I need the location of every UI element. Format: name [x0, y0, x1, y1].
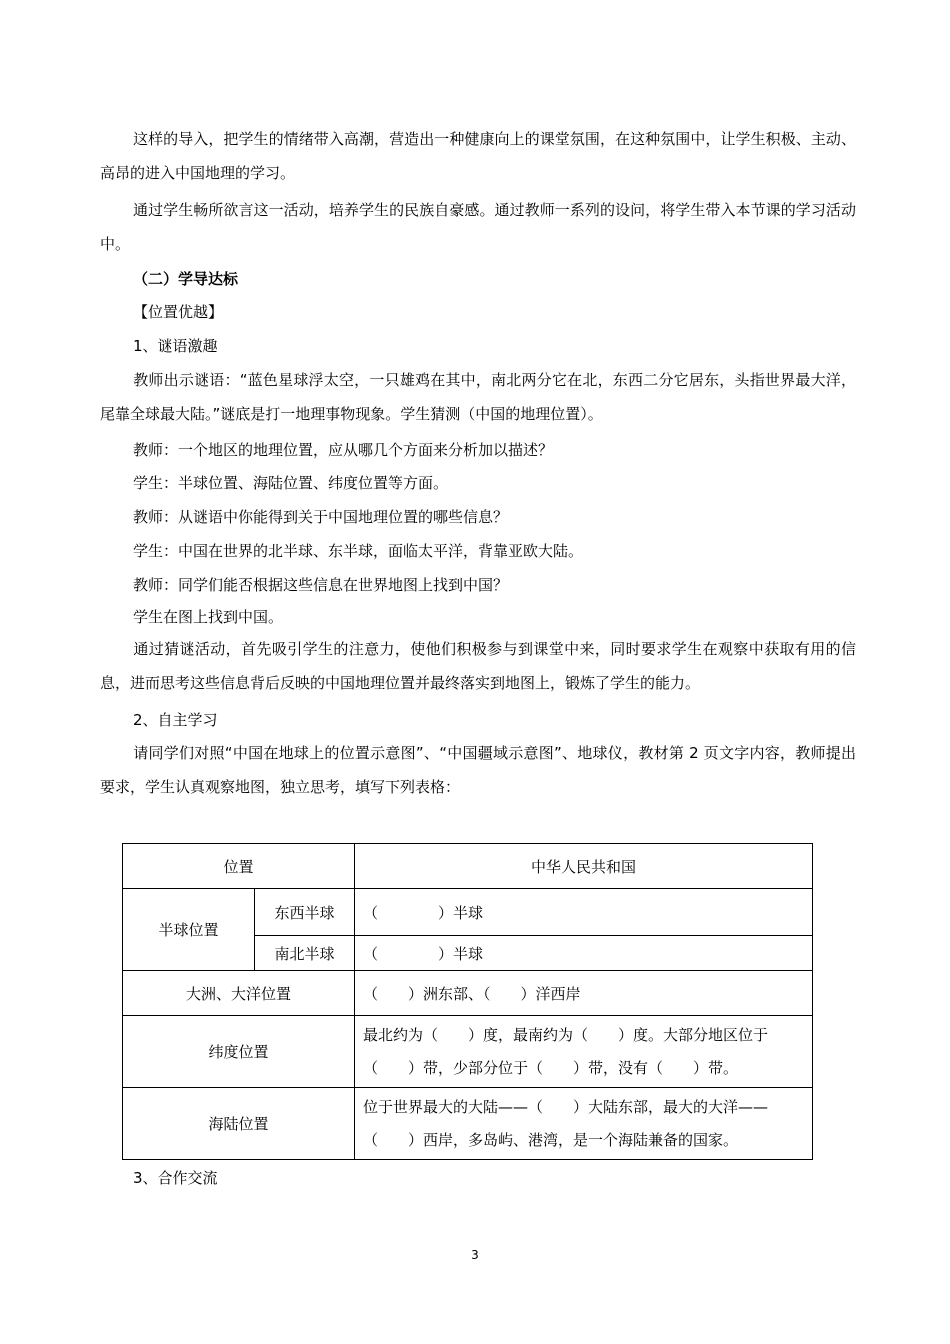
continent-ocean-blank: （ ）洲东部、（ ）洋西岸: [355, 971, 813, 1016]
item-heading: 1、谜语激趣: [133, 337, 218, 355]
latitude-label: 纬度位置: [123, 1016, 355, 1088]
paragraph-text: 教师出示谜语：“蓝色星球浮太空，一只雄鸡在其中，南北两分它在北，东西二分它居东，头指世界最大洋，尾靠全球最大陆。”谜底是打一地理事物现象。学生猜测（中国的地理位置）。: [100, 371, 856, 423]
paragraph-instructions: [100, 736, 856, 804]
dialogue-line: 学生：中国在世界的北半球、东半球，面临太平洋，背靠亚欧大陆。: [133, 542, 584, 560]
section-heading: （二）学导达标: [133, 270, 239, 288]
paragraph-riddle-analysis: [100, 632, 856, 700]
paragraph-activity: [100, 193, 856, 261]
item-heading: 2、自主学习: [133, 711, 218, 729]
page-number: 3: [471, 1248, 479, 1262]
north-south-blank: （ ）半球: [355, 936, 813, 971]
sea-land-label: 海陆位置: [123, 1088, 355, 1160]
dialogue-line: 教师：同学们能否根据这些信息在世界地图上找到中国？: [133, 576, 509, 594]
dialogue-line: 教师：从谜语中你能得到关于中国地理位置的哪些信息？: [133, 508, 509, 526]
position-table: [122, 843, 813, 1160]
paragraph-intro-summary: [100, 122, 856, 190]
east-west-label: 东西半球: [255, 889, 355, 936]
table-row: [123, 889, 813, 936]
paragraph-text: 这样的导入，把学生的情绪带入高潮，营造出一种健康向上的课堂氛围，在这种氛围中，让学生积极、主动、高昂的进入中国地理的学习。: [100, 130, 856, 182]
paragraph-riddle: [100, 363, 856, 431]
paragraph-text: 请同学们对照“中国在地球上的位置示意图”、“中国疆域示意图”、地球仪，教材第 2 页文字内容，教师提出要求，学生认真观察地图，独立思考，填写下列表格：: [100, 744, 856, 796]
dialogue-line: 学生在图上找到中国。: [133, 608, 284, 626]
table-row: [123, 1016, 813, 1088]
table-header-position: 位置: [123, 844, 355, 889]
subsection-heading: 【位置优越】: [133, 303, 224, 321]
hemisphere-label: 半球位置: [123, 889, 255, 971]
table-row: [123, 1088, 813, 1160]
east-west-blank: （ ）半球: [355, 889, 813, 936]
dialogue-line: 教师：一个地区的地理位置，应从哪几个方面来分析加以描述？: [133, 441, 554, 459]
paragraph-text: 通过学生畅所欲言这一活动，培养学生的民族自豪感。通过教师一系列的设问，将学生带入本节课的学习活动中。: [100, 201, 856, 253]
north-south-label: 南北半球: [255, 936, 355, 971]
item-heading: 3、合作交流: [133, 1169, 218, 1187]
table-row: [123, 971, 813, 1016]
table-header-row: [123, 844, 813, 889]
table-header-prc: 中华人民共和国: [355, 844, 813, 889]
latitude-blank: 最北约为（ ）度，最南约为（ ）度。大部分地区位于（ ）带，少部分位于（ ）带，没有（ ）带。: [355, 1016, 813, 1088]
sea-land-blank: 位于世界最大的大陆——（ ）大陆东部，最大的大洋——（ ）西岸，多岛屿、港湾，是一个海陆兼备的国家。: [355, 1088, 813, 1160]
dialogue-line: 学生：半球位置、海陆位置、纬度位置等方面。: [133, 474, 449, 492]
continent-ocean-label: 大洲、大洋位置: [123, 971, 355, 1016]
paragraph-text: 通过猜谜活动，首先吸引学生的注意力，使他们积极参与到课堂中来，同时要求学生在观察中获取有用的信息，进而思考这些信息背后反映的中国地理位置并最终落实到地图上，锻炼了学生的能力。: [100, 640, 856, 692]
